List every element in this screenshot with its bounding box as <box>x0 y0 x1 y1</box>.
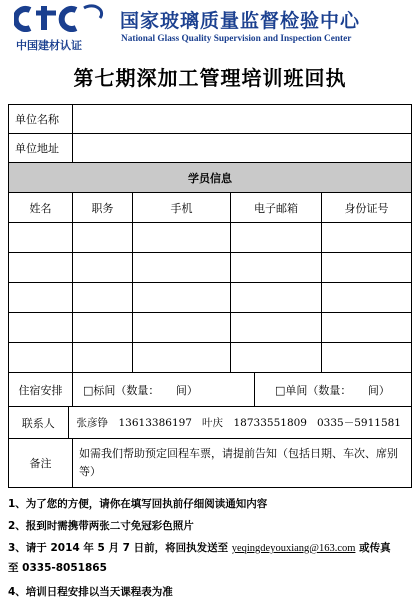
student-id-cell[interactable] <box>322 313 411 342</box>
student-name-cell[interactable] <box>9 253 73 282</box>
column-id-number: 身份证号 <box>344 201 389 215</box>
student-email-cell[interactable] <box>231 313 322 342</box>
student-mobile-cell[interactable] <box>133 283 231 312</box>
note-3-prefix: 3、请于 2014 年 5 月 7 日前，将回执发送至 <box>8 542 232 554</box>
contact-person-1: 张彦铮 13613386197 <box>76 417 192 429</box>
page-title: 第七期深加工管理培训班回执 <box>73 66 347 90</box>
student-email-cell[interactable] <box>231 253 322 282</box>
student-position-cell[interactable] <box>73 253 133 282</box>
column-position: 职务 <box>73 193 133 222</box>
unit-address-row <box>9 134 411 163</box>
single-room-option[interactable]: □单间（数量： 间） <box>275 383 390 397</box>
student-position-cell[interactable] <box>73 283 133 312</box>
lodging-label: 住宿安排 <box>9 373 73 406</box>
student-row <box>9 253 411 283</box>
ctc-logo-icon <box>14 4 108 32</box>
remarks-text: 如需我们帮助预定回程车票，请提前告知（包括日期、车次、席别等） <box>79 447 398 478</box>
student-mobile-cell[interactable] <box>133 343 231 372</box>
note-2: 2、报到时需携带两张二寸免冠彩色照片 <box>8 520 194 532</box>
student-row <box>9 313 411 343</box>
student-email-cell[interactable] <box>231 343 322 372</box>
student-email-cell[interactable] <box>231 223 322 252</box>
student-row <box>9 283 411 313</box>
contact-row <box>9 407 411 439</box>
student-row <box>9 223 411 253</box>
registration-form-table <box>8 104 412 488</box>
student-id-cell[interactable] <box>322 253 411 282</box>
letterhead <box>0 0 420 52</box>
lodging-row <box>9 373 411 407</box>
student-position-cell[interactable] <box>73 343 133 372</box>
remarks-label: 备注 <box>9 439 73 487</box>
org-name-chinese: 国家玻璃质量监督检验中心 <box>120 10 361 32</box>
ctc-logo <box>14 4 108 50</box>
note-3-fax: 至 0335-8051865 <box>8 562 107 574</box>
student-id-cell[interactable] <box>322 343 411 372</box>
student-mobile-cell[interactable] <box>133 253 231 282</box>
remarks-row <box>9 439 411 487</box>
student-name-cell[interactable] <box>9 343 73 372</box>
column-header-row <box>9 193 411 223</box>
unit-name-label: 单位名称 <box>9 105 73 133</box>
contact-info <box>69 407 412 438</box>
unit-name-row <box>9 105 411 134</box>
contact-phone: 0335－5911581 <box>317 417 401 429</box>
contact-person-2: 叶庆 18733551809 <box>202 417 307 429</box>
unit-address-label: 单位地址 <box>9 134 73 162</box>
column-email: 电子邮箱 <box>231 193 322 222</box>
note-3 <box>8 540 391 555</box>
email-link[interactable]: yeqingdeyouxiang@163.com <box>231 543 356 554</box>
note-3-suffix: 或传真 <box>355 542 391 554</box>
student-name-cell[interactable] <box>9 223 73 252</box>
note-1: 1、为了您的方便，请你在填写回执前仔细阅读通知内容 <box>8 498 268 510</box>
column-name: 姓名 <box>9 193 73 222</box>
student-info-title: 学员信息 <box>9 163 411 192</box>
student-mobile-cell[interactable] <box>133 313 231 342</box>
student-row <box>9 343 411 373</box>
unit-name-field[interactable] <box>73 105 411 133</box>
student-id-cell[interactable] <box>322 223 411 252</box>
org-name-english: National Glass Quality Supervision and Inspection Center <box>121 34 352 44</box>
student-name-cell[interactable] <box>9 283 73 312</box>
student-mobile-cell[interactable] <box>133 223 231 252</box>
student-id-cell[interactable] <box>322 283 411 312</box>
logo-subtitle: 中国建材认证 <box>16 39 82 52</box>
column-mobile: 手机 <box>133 193 231 222</box>
student-name-cell[interactable] <box>9 313 73 342</box>
unit-address-field[interactable] <box>73 134 411 162</box>
student-info-header-row <box>9 163 411 193</box>
student-email-cell[interactable] <box>231 283 322 312</box>
contact-label: 联系人 <box>9 407 69 438</box>
note-4: 4、培训日程安排以当天课程表为准 <box>8 586 173 598</box>
standard-room-option[interactable]: □标间（数量： 间） <box>73 373 255 406</box>
student-position-cell[interactable] <box>73 313 133 342</box>
student-position-cell[interactable] <box>73 223 133 252</box>
